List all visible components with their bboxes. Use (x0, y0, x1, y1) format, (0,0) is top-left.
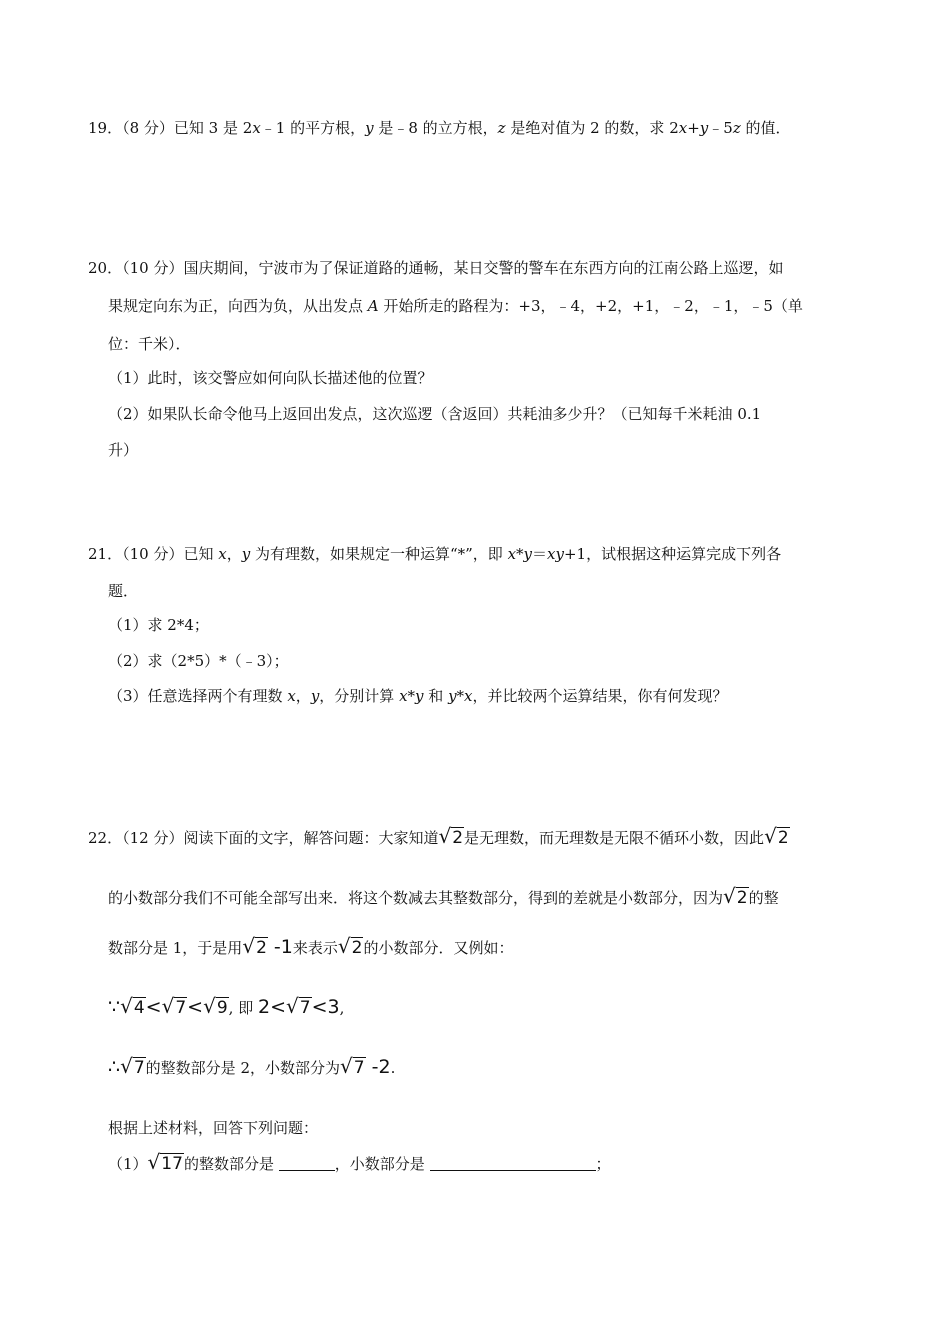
text: ﹣5 (708, 119, 733, 137)
text: 已知 (183, 545, 219, 563)
question-21-line-2: 题． (108, 582, 139, 600)
text: 已知 3 是 2 (173, 119, 253, 137)
var-x: x (252, 119, 261, 137)
text: ， (226, 545, 242, 563)
text: ＝ (532, 545, 548, 563)
text: 的小数部分我们不可能全部写出来．将这个数减去其整数部分，得到的差就是小数部分，因为 (108, 889, 724, 907)
text: ； (595, 1155, 611, 1173)
question-number: 22． (88, 829, 123, 847)
text: 即 (238, 999, 254, 1017)
var-y: y (241, 545, 251, 563)
score-label: （10 分） (122, 545, 184, 563)
less-than: < (270, 996, 287, 1018)
text: 开始所走的路程为：+3，﹣4，+2，+1，﹣2，﹣1，﹣5（单 (378, 297, 803, 315)
question-22-line-3 (108, 936, 513, 958)
var-y: y (365, 119, 374, 137)
point-a: A (367, 297, 379, 315)
text: ，并比较两个运算结果，你有何发现？ (472, 687, 728, 705)
text: 是﹣8 的立方根， (373, 119, 498, 137)
text: 果规定向东为正，向西为负，从出发点 (108, 297, 368, 315)
text: ，分别计算 (319, 687, 400, 705)
text: 是无理数，而无理数是无限不循环小数，因此 (464, 829, 765, 847)
text: 数部分是 1，于是用 (108, 939, 243, 957)
question-22-conclusion (108, 1056, 395, 1078)
question-20-sub-1: （1）此时，该交警应如何向队长描述他的位置？ (108, 369, 433, 387)
sqrt-9: √9 (203, 994, 228, 1018)
sqrt-17: √17 (147, 1150, 183, 1174)
score-label: （10 分） (122, 259, 184, 277)
text: ﹣1 的平方根， (260, 119, 366, 137)
sqrt-2: √2 (723, 884, 748, 908)
question-20-sub-2: （2）如果队长命令他马上返回出发点，这次巡逻（含返回）共耗油多少升？（已知每千米耗油 0.1 (108, 405, 762, 423)
sqrt-7: √7 (286, 994, 311, 1018)
answer-blank-decimal[interactable] (430, 1154, 596, 1171)
sqrt-7: √7 (161, 994, 187, 1018)
sqrt-2: √2 (337, 934, 363, 958)
text: （1） (108, 1155, 148, 1173)
question-number: 19． (88, 119, 123, 137)
sqrt-7: √7 (120, 1054, 145, 1078)
question-number: 21． (88, 545, 123, 563)
text: , (339, 999, 345, 1017)
text: +1，试根据这种运算完成下列各 (563, 545, 782, 563)
sqrt-7: √7 (340, 1054, 365, 1078)
sqrt-2: √2 (242, 934, 267, 958)
text: 国庆期间，宁波市为了保证道路的通畅，某日交警的警车在东西方向的江南公路上巡逻，如 (183, 259, 784, 277)
text: 阅读下面的文字，解答问题：大家知道 (183, 829, 439, 847)
text: 来表示 (292, 939, 338, 957)
question-22-inequality (108, 996, 344, 1018)
var-x: x (678, 119, 688, 137)
sqrt-2: √2 (764, 824, 789, 848)
text: 2 (258, 996, 271, 1018)
because-symbol: ∵ (108, 996, 121, 1018)
question-19 (88, 118, 791, 138)
question-21-sub-3 (108, 686, 728, 706)
var-y: y (310, 687, 320, 705)
question-20-line-2 (108, 296, 803, 316)
text: 的整 (748, 889, 779, 907)
text: * (516, 545, 524, 563)
question-21-sub-2: （2）求（2*5）*（﹣3）； (108, 652, 289, 670)
text: ，小数部分是 (334, 1155, 430, 1173)
question-21-line-1 (88, 544, 781, 564)
var-x: x (507, 545, 517, 563)
text: 的值． (740, 119, 791, 137)
less-than: < (187, 996, 204, 1018)
var-y: y (699, 119, 709, 137)
var-x: x (287, 687, 296, 705)
text: （3）任意选择两个有理数 (108, 687, 288, 705)
var-x: x (218, 545, 227, 563)
question-20-line-1 (88, 258, 783, 278)
expr-x-star-y: x*y (399, 687, 424, 705)
var-z: z (732, 119, 741, 137)
text: -1 (267, 936, 293, 958)
less-than: < (311, 996, 328, 1018)
sqrt-2: √2 (438, 824, 464, 848)
sqrt-4: √4 (120, 994, 145, 1018)
var-xy: xy (547, 545, 564, 563)
var-y: y (523, 545, 533, 563)
question-22-line-2 (108, 886, 779, 908)
answer-blank-integer[interactable] (279, 1154, 335, 1171)
text: 的小数部分．又例如： (363, 939, 514, 957)
text: . (390, 1059, 396, 1077)
score-label: （8 分） (122, 119, 174, 137)
question-22-prompt: 根据上述材料，回答下列问题： (108, 1119, 319, 1137)
text: 是绝对值为 2 的数，求 2 (505, 119, 679, 137)
less-than: < (145, 996, 162, 1018)
text: -2 (365, 1056, 391, 1078)
question-21-sub-1: （1）求 2*4； (108, 616, 209, 634)
text: 的整数部分是 2，小数部分为 (145, 1059, 340, 1077)
text: 和 (423, 687, 449, 705)
question-number: 20． (88, 259, 123, 277)
score-label: （12 分） (122, 829, 184, 847)
question-22-line-1 (88, 826, 790, 848)
expr-y-star-x: y*x (448, 687, 473, 705)
text: + (687, 119, 700, 137)
question-22-sub-1 (108, 1152, 611, 1174)
text: 的整数部分是 (183, 1155, 279, 1173)
text: ， (295, 687, 311, 705)
therefore-symbol: ∴ (108, 1056, 121, 1078)
question-20-line-3: 位：千米）． (108, 335, 191, 353)
question-20-sub-2-cont: 升） (108, 441, 139, 459)
text: 3 (327, 996, 340, 1018)
text: , (228, 999, 234, 1017)
text: 为有理数，如果规定一种运算“*”，即 (250, 545, 508, 563)
var-z: z (497, 119, 506, 137)
